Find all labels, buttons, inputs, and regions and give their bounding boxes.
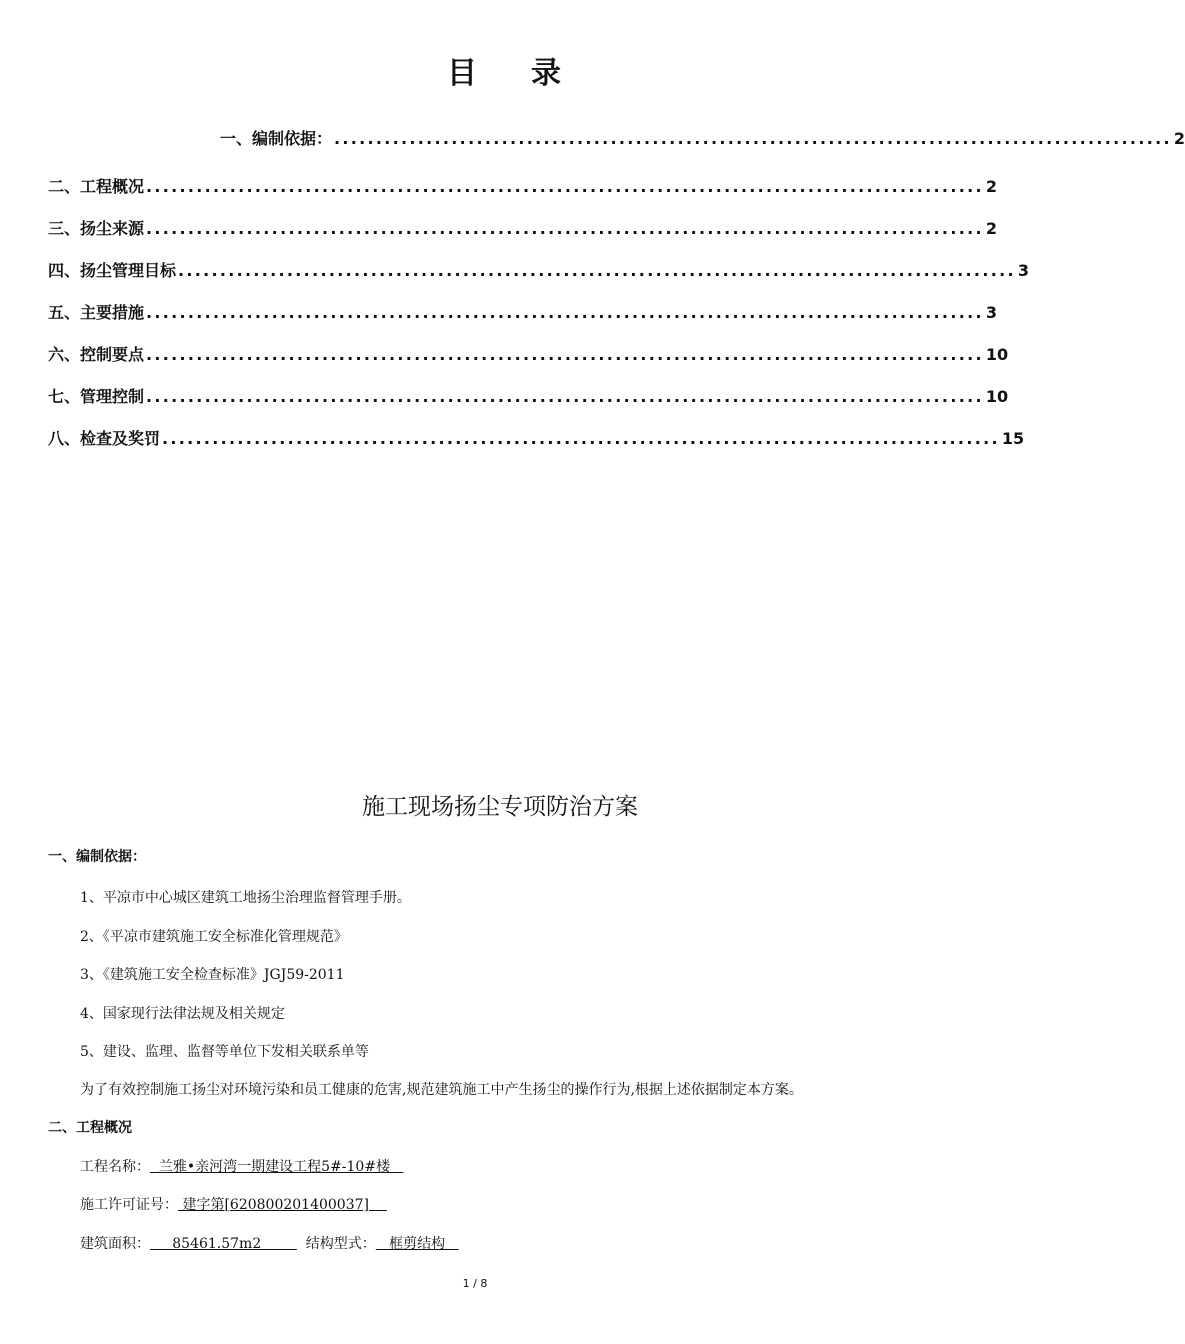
toc-entry-page: 15 — [1001, 429, 1025, 448]
toc-entry-label: 五、主要措施 — [48, 303, 145, 322]
toc-entry-5[interactable] — [48, 300, 997, 323]
project-name-line — [80, 1156, 403, 1176]
toc-entry-page: 2 — [985, 177, 997, 196]
toc-entry-3[interactable] — [48, 216, 997, 239]
area-structure-line — [80, 1233, 458, 1253]
basis-summary: 为了有效控制施工扬尘对环境污染和员工健康的危害,规范建筑施工中产生扬尘的操作行为,根据上述依据制定本方案。 — [80, 1082, 803, 1098]
toc-entry-label: 六、控制要点 — [48, 345, 145, 364]
toc-entry-label: 一、编制依据： — [220, 129, 333, 148]
permit-line — [80, 1194, 387, 1214]
toc-entry-8[interactable] — [48, 426, 1025, 449]
toc-leader-dots: .................................................................................................... — [178, 261, 1016, 280]
toc-leader-dots: .................................................................................................... — [146, 345, 984, 364]
permit-label: 施工许可证号： — [80, 1197, 178, 1213]
project-name-label: 工程名称： — [80, 1159, 150, 1175]
toc-entry-6[interactable] — [48, 342, 1009, 365]
basis-item-4: 4、国家现行法律法规及相关规定 — [80, 1006, 285, 1022]
toc-entry-7[interactable] — [48, 384, 1009, 407]
toc-title — [0, 48, 1010, 92]
toc-entry-page: 10 — [985, 345, 1009, 364]
toc-entry-label: 二、工程概况 — [48, 177, 145, 196]
toc-entry-4[interactable] — [48, 258, 1029, 281]
toc-entry-page: 2 — [1173, 129, 1185, 148]
area-label: 建筑面积： — [80, 1236, 150, 1252]
toc-entry-page: 10 — [985, 387, 1009, 406]
toc-leader-dots: .................................................................................................... — [334, 129, 1172, 148]
document-title: 施工现场扬尘专项防治方案 — [362, 794, 638, 820]
structure-label: 结构型式： — [305, 1236, 376, 1252]
basis-item-2: 2、《平凉市建筑施工安全标准化管理规范》 — [80, 929, 348, 945]
page-indicator: 1 / 8 — [462, 1277, 488, 1290]
toc-entry-label: 四、扬尘管理目标 — [48, 261, 177, 280]
toc-entry-label: 七、管理控制 — [48, 387, 145, 406]
toc-entry-1[interactable] — [220, 126, 1185, 149]
toc-leader-dots: .................................................................................................... — [146, 177, 984, 196]
toc-entry-2[interactable] — [48, 174, 997, 197]
toc-leader-dots: .................................................................................................... — [162, 429, 1000, 448]
toc-entry-label: 八、检查及奖罚 — [48, 429, 161, 448]
toc-title-char-1: 目 — [447, 56, 479, 91]
section-heading-basis: 一、编制依据： — [48, 849, 146, 865]
permit-value: 建字第[620800201400037] — [178, 1197, 387, 1213]
project-name-value: 兰雅•亲河湾一期建设工程5#-10#楼 — [150, 1159, 404, 1175]
toc-entry-label: 三、扬尘来源 — [48, 219, 145, 238]
toc-leader-dots: .................................................................................................... — [146, 219, 984, 238]
toc-leader-dots: .................................................................................................... — [146, 387, 984, 406]
structure-value: 框剪结构 — [375, 1236, 459, 1252]
basis-item-1: 1、平凉市中心城区建筑工地扬尘治理监督管理手册。 — [80, 890, 411, 906]
toc-entry-page: 3 — [985, 303, 997, 322]
section-heading-overview: 二、工程概况 — [48, 1120, 132, 1136]
basis-item-3: 3、《建筑施工安全检查标准》JGJ59-2011 — [80, 967, 345, 983]
toc-leader-dots: .................................................................................................... — [146, 303, 984, 322]
toc-entry-page: 3 — [1017, 261, 1029, 280]
area-value: 85461.57m2 — [150, 1236, 297, 1252]
toc-title-char-2: 录 — [531, 56, 563, 91]
basis-item-5: 5、建设、监理、监督等单位下发相关联系单等 — [80, 1044, 369, 1060]
toc-entry-page: 2 — [985, 219, 997, 238]
